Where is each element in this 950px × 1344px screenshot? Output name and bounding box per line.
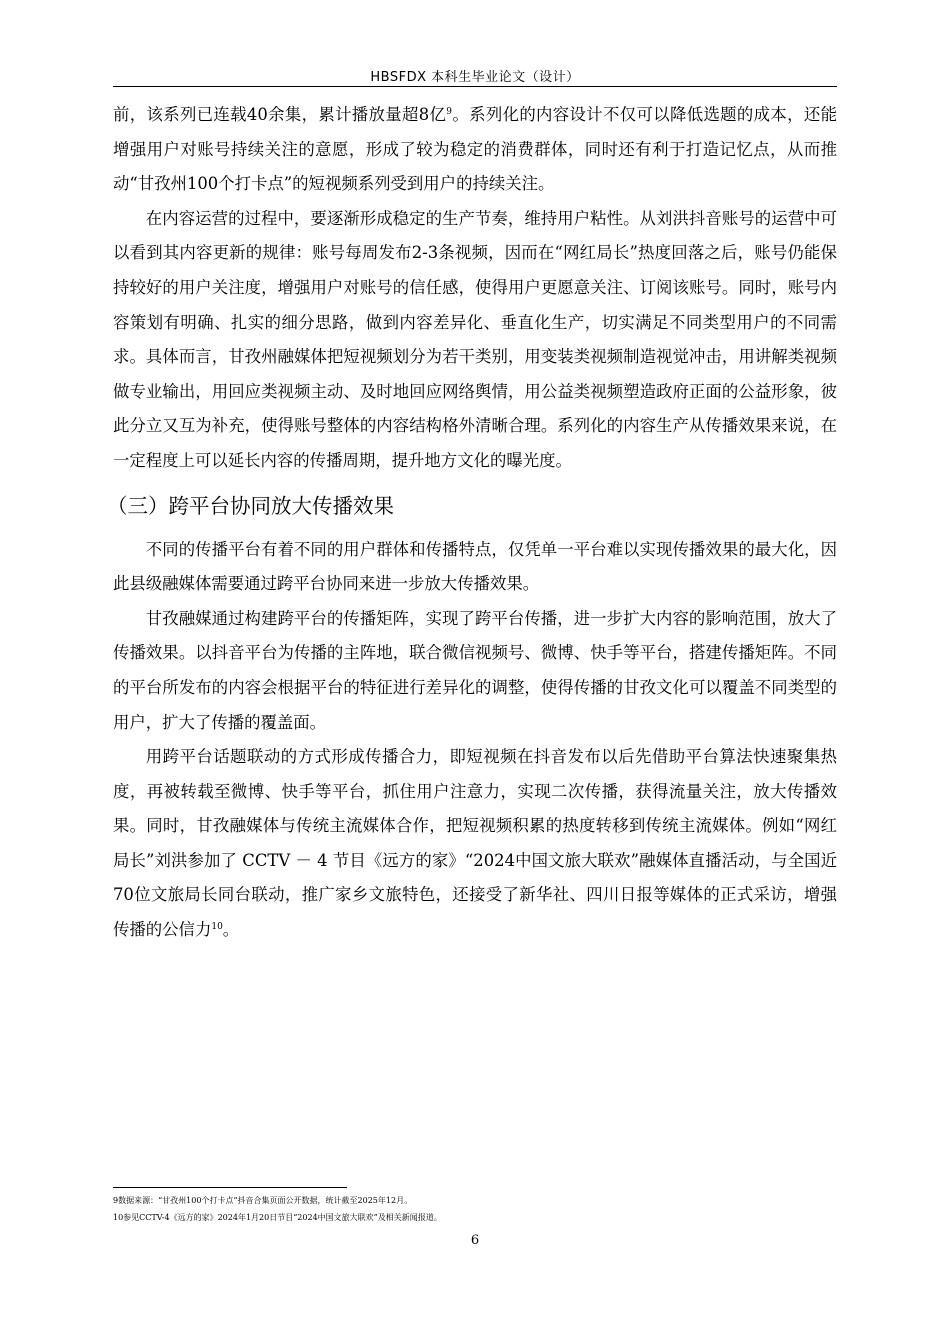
paragraph-5-text-b: 。 <box>222 920 240 940</box>
paragraph-5-text-a: 用跨平台话题联动的方式形成传播合力，即短视频在抖音发布以后先借助平台算法快速聚集热度，再被转载至微博、快手等平台，抓住用户注意力，实现二次传播，获得流量关注，放大传播效果。同时，甘孜融媒体与传统主流媒体合作，把短视频积累的热度转移到传统主流媒体。例如“网红局长”刘洪参加了 CCTV － 4 节目《远方的家》“2024中国文旅大联欢”融媒体直播活动，与全国近70位文旅局长同台联动，推广家乡文旅特色，还接受了新华社、四川日报等媒体的正式采访，增强传播的公信力 <box>113 747 837 940</box>
header-rule <box>113 86 837 87</box>
paragraph-1 <box>113 98 837 202</box>
paragraph-1-text-b: 。系列化的内容设计不仅可以降低选题的成本，还能增强用户对账号持续关注的意愿，形成了较为稳定的消费群体，同时还有利于打造记忆点，从而推动“甘孜州100个打卡点”的短视频系列受到用户的持续关注。 <box>113 105 837 194</box>
paragraph-1-text-a: 前，该系列已连载40余集，累计播放量超8亿 <box>113 105 447 124</box>
paragraph-2: 在内容运营的过程中，要逐渐形成稳定的生产节奏，维持用户粘性。从刘洪抖音账号的运营中可以看到其内容更新的规律：账号每周发布2-3条视频，因而在“网红局长”热度回落之后，账号仍能保持较好的用户关注度，增强用户对账号的信任感，使得用户更愿意关注、订阅该账号。同时，账号内容策划有明确、扎实的细分思路，做到内容差异化、垂直化生产，切实满足不同类型用户的不同需求。具体而言，甘孜州融媒体把短视频划分为若干类别，用变装类视频制造视觉冲击，用讲解类视频做专业输出，用回应类视频主动、及时地回应网络舆情，用公益类视频塑造政府正面的公益形象，彼此分立又互为补充，使得账号整体的内容结构格外清晰合理。系列化的内容生产从传播效果来说，在一定程度上可以延长内容的传播周期，提升地方文化的曝光度。 <box>113 208 837 470</box>
section-heading: （三）跨平台协同放大传播效果 <box>107 493 394 518</box>
footnote-ref-9: 9 <box>446 107 453 117</box>
footnotes <box>113 1192 837 1226</box>
footnote-rule <box>113 1187 347 1188</box>
body-text <box>107 98 837 948</box>
paragraph-4: 甘孜融媒通过构建跨平台的传播矩阵，实现了跨平台传播，进一步扩大内容的影响范围，放大了传播效果。以抖音平台为传播的主阵地，联合微信视频号、微博、快手等平台，搭建传播矩阵。不同的平台所发布的内容会根据平台的特征进行差异化的调整，使得传播的甘孜文化可以覆盖不同类型的用户，扩大了传播的覆盖面。 <box>113 608 837 732</box>
running-header: HBSFDX 本科生毕业论文（设计） <box>370 70 580 85</box>
paragraph-5 <box>113 740 837 948</box>
footnote-9: 9数据来源：“甘孜州100个打卡点”抖音合集页面公开数据，统计截至2025年12月。 <box>113 1196 413 1205</box>
footnote-10: 10参见CCTV-4《远方的家》2024年1月20日节目“2024中国文旅大联欢”及相关新闻报道。 <box>113 1213 442 1222</box>
paragraph-3: 不同的传播平台有着不同的用户群体和传播特点，仅凭单一平台难以实现传播效果的最大化，因此县级融媒体需要通过跨平台协同来进一步放大传播效果。 <box>113 539 837 594</box>
page-number: 6 <box>470 1233 480 1248</box>
footnote-ref-10: 10 <box>211 922 223 933</box>
